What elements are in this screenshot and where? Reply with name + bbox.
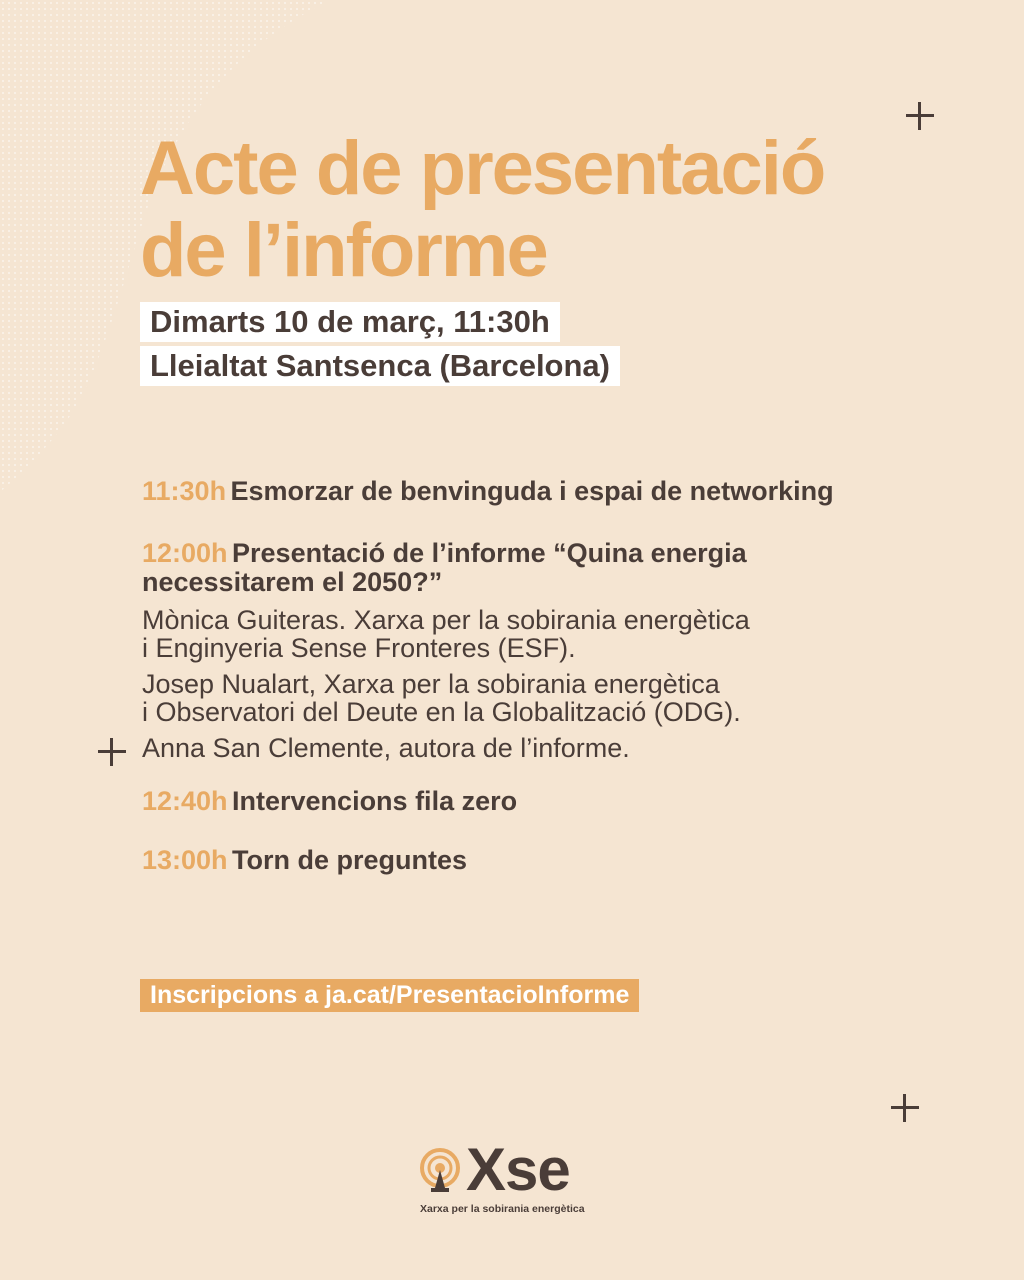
speaker-line: i Observatori del Deute en la Globalització (ODG). [142, 697, 741, 727]
plus-icon [906, 102, 934, 130]
agenda-item [142, 786, 942, 821]
plus-icon [98, 738, 126, 766]
agenda-activity: Presentació de l’informe “Quina energia [232, 538, 747, 568]
organization-logo [418, 1136, 598, 1220]
agenda-time: 12:40h [142, 786, 228, 816]
logo-wordmark: Xse [466, 1136, 570, 1203]
plus-icon [891, 1094, 919, 1122]
speaker-line: Anna San Clemente, autora de l’informe. [142, 733, 630, 763]
agenda-activity: Esmorzar de benvinguda i espai de networking [230, 476, 834, 506]
agenda-activity: Intervencions fila zero [232, 786, 518, 816]
radio-tower-icon [418, 1148, 464, 1198]
agenda-time: 11:30h [142, 476, 227, 506]
speaker-line: Josep Nualart, Xarxa per la sobirania energètica [142, 669, 720, 699]
agenda-activity: Torn de preguntes [232, 845, 468, 875]
agenda-item [142, 845, 942, 880]
title-line-1: Acte de presentació [140, 126, 825, 211]
event-place: Lleialtat Santsenca (Barcelona) [140, 346, 620, 386]
title-line-2: de l’informe [140, 208, 547, 293]
agenda-time: 12:00h [142, 538, 228, 568]
agenda-item [142, 476, 942, 511]
event-date: Dimarts 10 de març, 11:30h [140, 302, 560, 342]
speaker-line: i Enginyeria Sense Fronteres (ESF). [142, 633, 576, 663]
registration-link[interactable]: Inscripcions a ja.cat/PresentacioInforme [140, 979, 639, 1012]
agenda-item [142, 538, 942, 762]
speaker-list [142, 606, 942, 762]
agenda-time: 13:00h [142, 845, 228, 875]
page-title [140, 128, 960, 292]
agenda-activity-cont: necessitarem el 2050?” [142, 567, 443, 597]
speaker-line: Mònica Guiteras. Xarxa per la sobirania energètica [142, 605, 750, 635]
logo-tagline: Xarxa per la sobirania energètica [420, 1203, 585, 1215]
